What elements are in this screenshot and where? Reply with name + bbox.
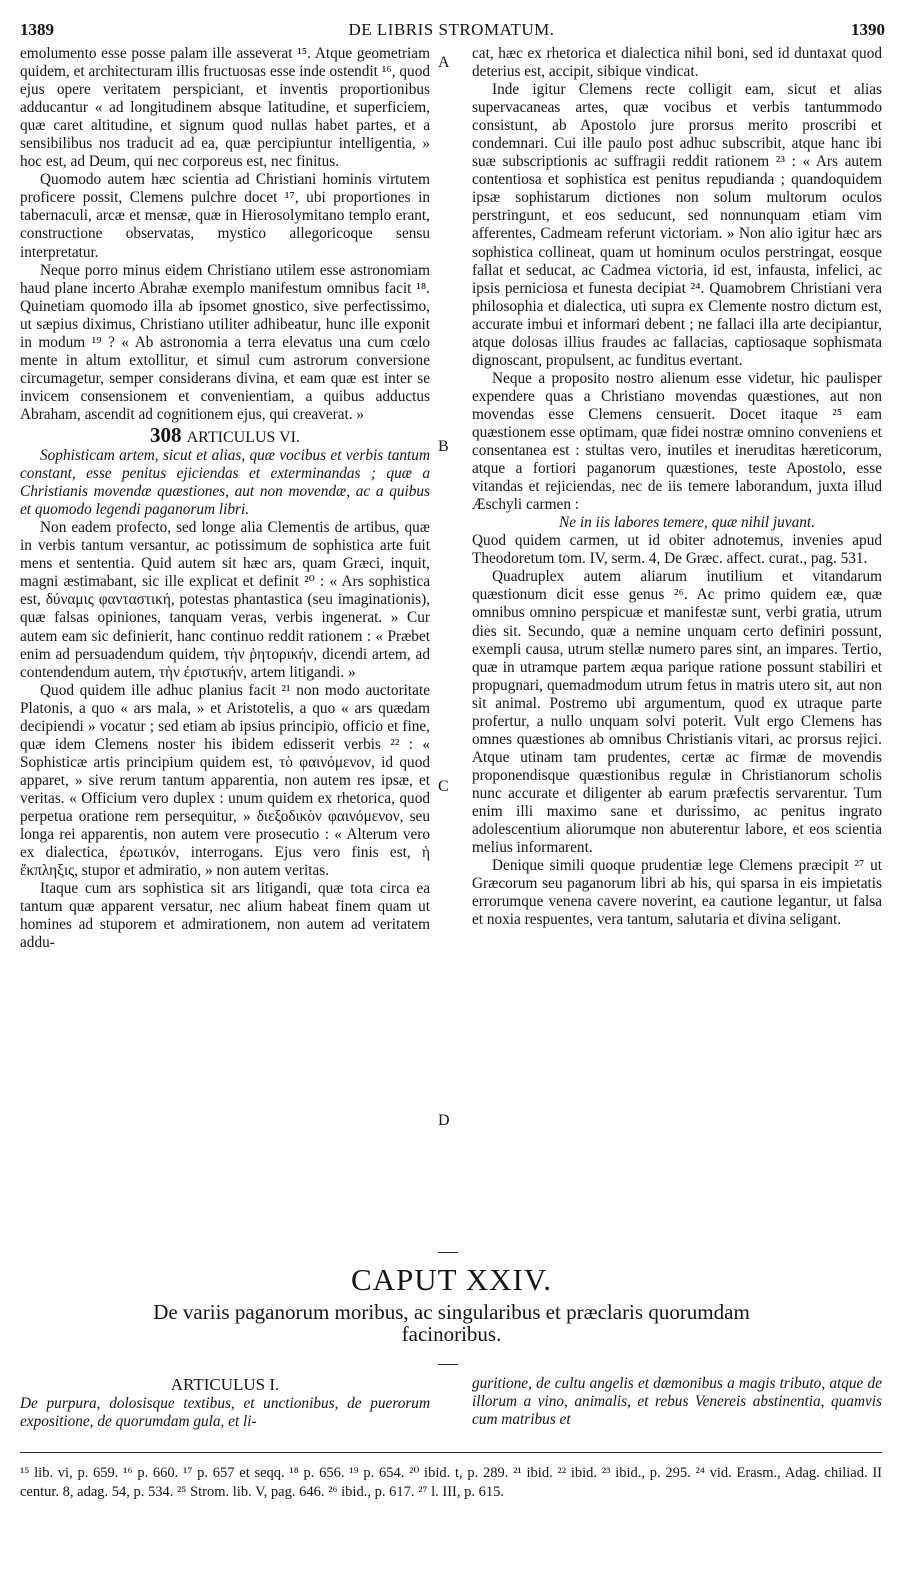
paragraph: Neque a proposito nostro alienum esse videtur, hic paulisper expendere quas a Christiano movendas quæstiones, aut non movendas esse Clemens censuerit. Docet itaque ²⁵ eam quæstionem esse optimam, quæ fidei nostræ omnino conveniens et consentanea est : stultas vero, inutiles et ineruditas hæreticorum, atque a fortiori paganorum quæstiones, teste Apostolo, esse vitandas et rejiciendas, nec de iis temere laborandum, juxta illud Æschyli carmen : (472, 369, 882, 514)
paragraph: Quadruplex autem aliarum inutilium et vitandarum quæstionum dicit esse genus ²⁶. Ac primo quidem eæ, quæ omnibus omnino perspicuæ et manifestæ sunt, verbi gratia, utrum dies sit. Secundo, quæ a nemine unquam certo definiri possunt, exempli causa, utrum stellæ numero pares sint, an impares. Tertio, quæ in utramque partem æqua parique ratione possunt stabiliri et propugnari, quemadmodum utrum fetus in matris utero sit, aut non sit animal. Postremo ubi argumentum, quod ex utraque parte profertur, a nullo unquam solvi poterit. Vult ergo Clemens has omnes quæstiones ab omnibus Christianis vitari, ac prorsus rejici. Atque utinam tam prudentes, certæ ac firmæ de movendis proponendisque quæstionibus regulæ in Christianorum scholis nunc accurate et diligenter ab earum præfectis servarentur. Tum enim illi maximo sane et durissimo, ac penitus ingrato adolescentium aliorumque non abuterentur labore, et eos scientia melius informarent. (472, 568, 882, 857)
paragraph: Quod quidem carmen, ut id obiter adnotemus, invenies apud Theodoretum tom. IV, serm. 4, De Græc. affect. curat., pag. 531. (472, 532, 882, 568)
margin-letter-d: D (438, 1112, 450, 1129)
right-column (472, 45, 882, 929)
page-number-left: 1389 (20, 20, 54, 39)
article-number: 308 (149, 422, 182, 447)
paragraph: cat, hæc ex rhetorica et dialectica nihil boni, sed id duntaxat quod deterius est, accipit, sibique vindicat. (472, 45, 882, 81)
footnotes: ¹⁵ lib. vi, p. 659. ¹⁶ p. 660. ¹⁷ p. 657 et seqq. ¹⁸ p. 656. ¹⁹ p. 654. ²⁰ ibid. t, p. 289. ²¹ ibid. ²² ibid. ²³ ibid., p. 295. ²⁴ vid. Erasm., Adag. chiliad. II centur. 8, adag. 54, p. 534. ²⁵ Strom. lib. V, pag. 646. ²⁶ ibid., p. 617. ²⁷ l. III, p. 615. (20, 1465, 882, 1500)
article-summary-right: guritione, de cultu angelis et dæmonibus a magis tributo, atque de illorum a vino, animalis, et rebus Venereis abstinentia, quamvis cum matribus et (472, 1375, 882, 1428)
paragraph: Quomodo autem hæc scientia ad Christiani hominis virtutem proficere possit, Clemens pulchre docet ¹⁷, ubi proportiones in tabernaculi, arcæ et mensæ, quæ in Hierosolymitano templo erant, constructione observatas, mystico allegoricoque sensu interpretatur. (20, 171, 430, 261)
article-title: ARTICULUS VI. (186, 428, 301, 446)
paragraph: Quod quidem ille adhuc planius facit ²¹ non modo auctoritate Platonis, a quo « ars mala, » et Aristotelis, a quo « ars quædam decipiendi » vocatur ; sed etiam ab ipsius principio, officio et fine, quæ idem Clemens noster his ibidem edisserit verbis ²² : « Sophisticæ artis principium quidem est, τὸ φαινόμενον, id quod apparet, » sive rerum tantum apparentia, non autem res ipsæ, et veritas. « Officium vero duplex : unum quidem ex rhetorica, quod perpetua oratione rem persequitur, » διεξοδικὸν φαινόμενον, seu longa rei apparentis, non autem vere prosecutio : « Alterum vero ex dialectica, ἐρωτικόν, interrogans. Ejus vero finis est, ἡ ἔκπληξις, stupor et admiratio, » non autem veritas. (20, 681, 430, 880)
article-heading (20, 422, 430, 447)
running-title: DE LIBRIS STROMATUM. (348, 20, 555, 39)
paragraph: emolumento esse posse palam ille asseverat ¹⁵. Atque geometriam quidem, et architecturam illis fructuosas esse inde ostendit ¹⁶, quod ejus opere veritatem perspiciant, et inventis proportionibus adducantur « ad longitudinem absque latitudine, et superficiem, quæ caret altitudine, et signum quod nullas habet partes, et a sensibilibus nos traducit ad ea, quæ percipiuntur intelligentia, » hoc est, ad Deum, qui nec corporeus est, nec finitus. (20, 45, 430, 171)
margin-letter-c: C (438, 778, 449, 795)
chapter-title: CAPUT XXIV. (350, 1262, 553, 1297)
article-summary: Sophisticam artem, sicut et alias, quæ vocibus et verbis tantum constant, esse penitus ejiciendas et exterminandas ; quæ a Christianis movendæ quæstiones, aut non movendæ, ac a quibus et quomodo legendi paganorum libri. (20, 447, 430, 519)
footnote-divider (20, 1452, 882, 1453)
paragraph: Neque porro minus eidem Christiano utilem esse astronomiam haud plane incerto Abrahæ exemplo manifestum omnibus facit ¹⁸. Quinetiam quomodo illa ab ipsomet gnostico, sive perfectissimo, ut sæpius diximus, Christiano utiliter adhibeatur, hunc ille exponit in modum ¹⁹ ? « Ab astronomia a terra elevatus una cum cœlo mente in altum extollitur, et simul cum astrorum conversione circumagetur, semper considerans divina, et eam quæ est inter se invicem consensionem et convenientiam, a quibus adductus Abraham, ascendit ad cognitionem ejus, qui creaverat. » (20, 261, 430, 423)
left-column (20, 45, 430, 952)
chapter-subtitle: De variis paganorum moribus, ac singularibus et præclaris quorumdam facinoribus. (153, 1300, 750, 1346)
article-heading: ARTICULUS I. (170, 1375, 280, 1394)
page-number-right: 1390 (851, 20, 885, 39)
paragraph: Non eadem profecto, sed longe alia Clementis de artibus, quæ in verbis tantum versantur, ac potissimum de sophistica arte fuit mens et sententia. Quid autem sit hæc ars, quam Græci, inquit, magni æstimabant, sic ille explicat et definit ²⁰ : « Ars sophistica est, δύναμις φανταστική, potestas phantastica (seu imaginationis), quæ falsas opiniones, tanquam veras, verbis ingenerat. » Cur autem eam sic definierit, hanc continuo reddit rationem : « Præbet enim ad persuadendum quidem, τὴν ῥητορικήν, dicendi artem, ad contendendum autem, τὴν ἐριστικήν, artem litigandi. » (20, 519, 430, 681)
paragraph: Itaque cum ars sophistica sit ars litigandi, quæ tota circa ea tantum quæ apparent versatur, nec alium habeat finem quam ut homines ad stuporem et admirationem, non autem ad veritatem addu- (20, 880, 430, 952)
paragraph: Inde igitur Clemens recte colligit eam, sicut et alias supervacaneas artes, quæ vocibus et verbis tantummodo consistunt, ab Apostolo jure prorsus merito proscribi et condemnari. Cui ille paulo post adhuc subscribit, atque hanc ibi suæ subscriptionis ac suffragii reddit rationem ²³ : « Ars autem contentiosa et sophistica est penitus repudianda ; quandoquidem ipsæ sophistarum dictiones non solum multorum oculos perstringunt, et eos seducunt, sed nonnunquam etiam vim afferentes, Cadmeam referunt victoriam. » Non alio igitur hæc ars sophistica collineat, quam ut hominum oculos perstringat, eosque fallat et seducat, ac Cadmea victoria, id est, infausta, infelici, ac ipsis perniciosa et funesta decipiat ²⁴. Quamobrem Christiani vera philosophia et dialectica, uti supra ex Clemente nostro dictum est, accurate imbui et informari debent ; ne fallaci illa arte decipiantur, atque dolosas illius fraudes ac fallacias, captiosaque sophismata dignoscant, propulsent, ac funditus evertant. (472, 81, 882, 369)
section-divider (438, 1364, 458, 1365)
running-header (0, 0, 903, 40)
paragraph: Denique simili quoque prudentiæ lege Clemens præcipit ²⁷ ut Græcorum seu paganorum libri ab his, qui sparsa in eis impietatis errorumque venena cavere noverint, ea cautione legantur, ut falsa et noxia respuentes, vera tantum, salutaria et divina seligant. (472, 857, 882, 929)
margin-letter-b: B (438, 438, 449, 455)
margin-letter-a: A (438, 54, 450, 71)
article-summary-left: De purpura, dolosisque textibus, et unctionibus, de puerorum expositione, de quorumdam gula, et li- (20, 1395, 430, 1430)
verse-quote: Ne in iis labores temere, quæ nihil juvant. (559, 514, 815, 532)
section-divider (438, 1252, 458, 1253)
